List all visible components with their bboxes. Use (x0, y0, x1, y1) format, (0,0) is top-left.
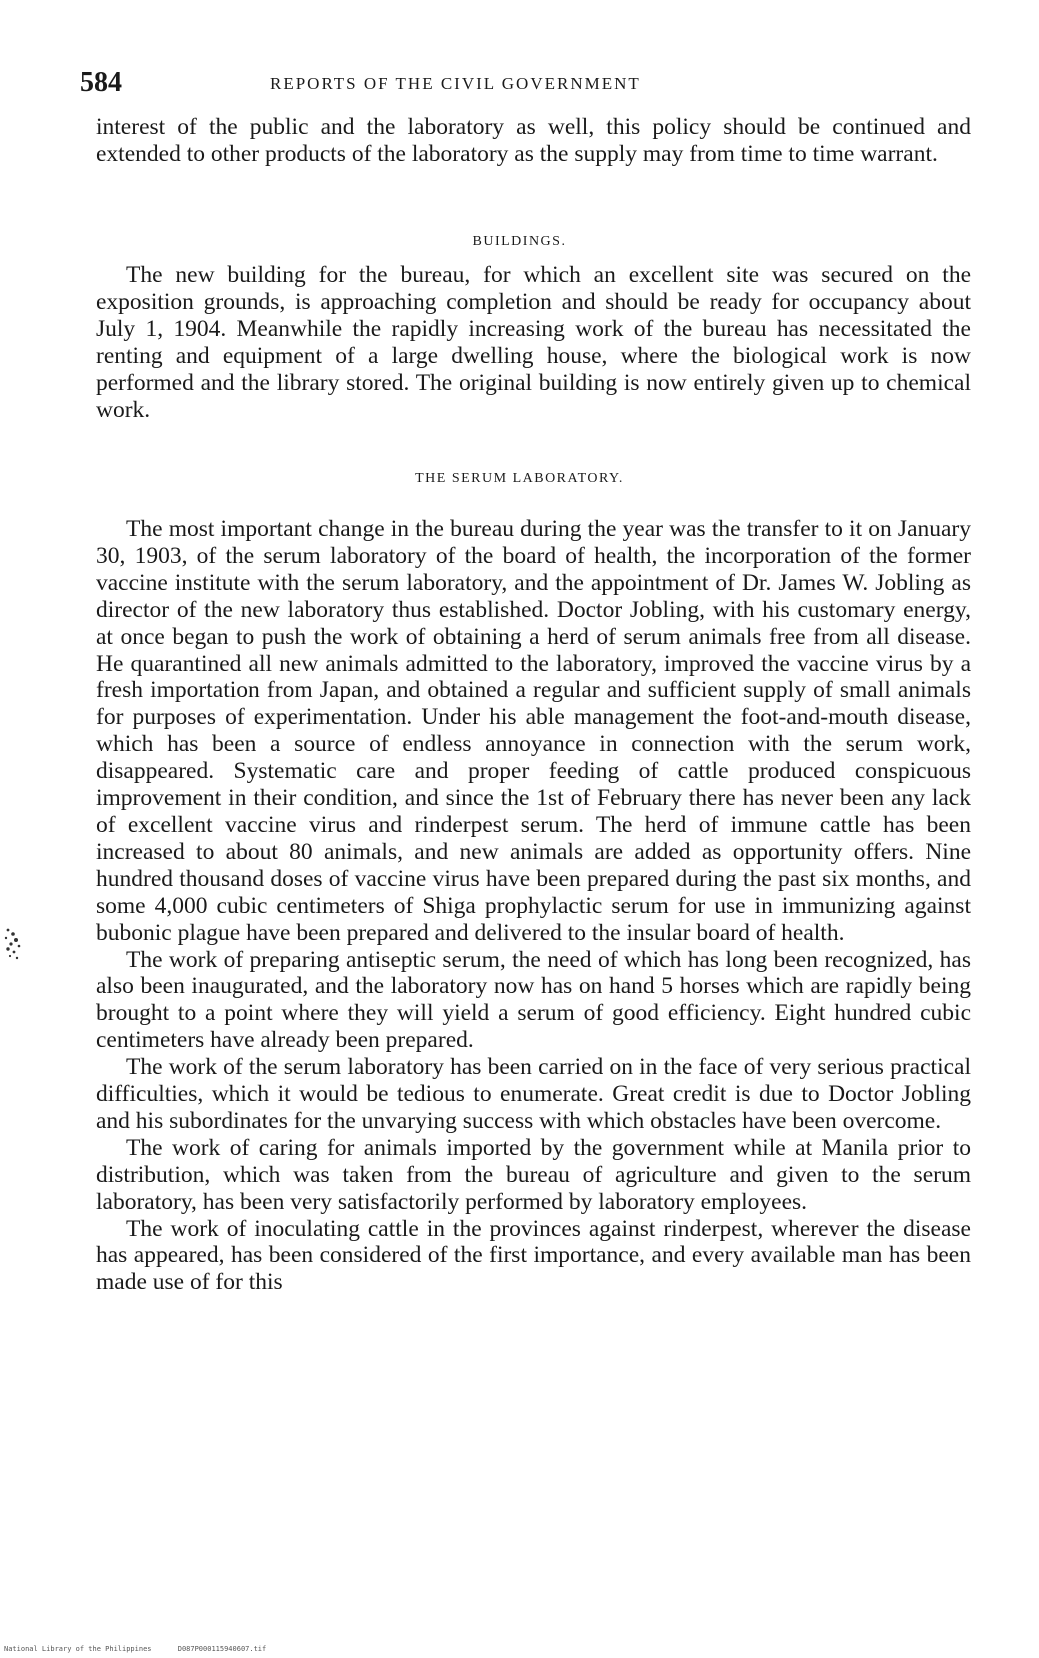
serum-paragraph-3: The work of the serum laboratory has been carried on in the face of very serious practical difficulties, which it would be tedious to enumerate. Great credit is due to Doctor Jobling and his subordinates for the unvarying success with which obstacles have been overcome. (96, 1054, 971, 1134)
footer-file-id: D087P000115940607.tif (177, 1645, 267, 1653)
continuation-paragraph-block (96, 114, 971, 168)
section-heading-buildings: BUILDINGS. (472, 234, 567, 249)
serum-laboratory-section-body (96, 516, 971, 1296)
running-title: REPORTS OF THE CIVIL GOVERNMENT (270, 74, 641, 93)
serum-paragraph-1: The most important change in the bureau during the year was the transfer to it on January 30, 1903, of the serum laboratory of the board of health, the incorporation of the former vaccine institute with the serum laboratory, and the appointment of Dr. James W. Jobling as director of the new laboratory thus established. Doctor Jobling, with his customary energy, at once began to push the work of obtaining a herd of serum animals free from all disease. He quarantined all new animals admitted to the laboratory, improved the vaccine virus by a fresh importation from Japan, and obtained a regular and sufficient supply of small animals for purposes of experimentation. Under his able management the foot-and-mouth disease, which has been a source of endless annoyance in connection with the serum work, disappeared. Systematic care and proper feeding of cattle produced conspicuous improvement in their condition, and since the 1st of February there has never been any lack of excellent vaccine virus and rinderpest serum. The herd of immune cattle has been increased to about 80 animals, and new animals are added as opportunity offers. Nine hundred thousand doses of vaccine virus have been prepared during the past six months, and some 4,000 cubic centimeters of Shiga prophylactic serum for use in immunizing against bubonic plague have been prepared and delivered to the insular board of health. (96, 516, 971, 946)
page-number: 584 (80, 67, 122, 98)
scan-edge-mark (2, 925, 24, 963)
serum-paragraph-5: The work of inoculating cattle in the provinces against rinderpest, wherever the disease has appeared, has been considered of the first importance, and every available man has been made use of for this (96, 1215, 971, 1296)
serum-paragraph-4: The work of caring for animals imported by the government while at Manila prior to distribution, which was taken from the bureau of agriculture and given to the serum laboratory, has been very satisfactorily performed by laboratory employees. (96, 1134, 971, 1215)
section-heading-serum-laboratory: THE SERUM LABORATORY. (415, 471, 624, 486)
buildings-section-body (96, 262, 971, 423)
running-head (80, 66, 980, 100)
continuation-paragraph: interest of the public and the laboratory as well, this policy should be continued and extended to other products of the laboratory as the supply may from time to time warrant. (96, 114, 971, 167)
serum-paragraph-2: The work of preparing antiseptic serum, the need of which has long been recognized, has also been inaugurated, and the laboratory now has on hand 5 horses which are rapidly being brought to a point where they will yield a serum of good efficiency. Eight hundred cubic centimeters have already been prepared. (96, 946, 971, 1054)
buildings-paragraph: The new building for the bureau, for which an excellent site was secured on the exposition grounds, is approaching completion and should be ready for occupancy about July 1, 1904. Meanwhile the rapidly increasing work of the bureau has necessitated the renting and equipment of a large dwelling house, where the biological work is now performed and the library stored. The original building is now entirely given up to chemical work. (96, 262, 971, 423)
scan-footer (4, 1645, 288, 1654)
footer-library: National Library of the Philippines (4, 1645, 152, 1653)
